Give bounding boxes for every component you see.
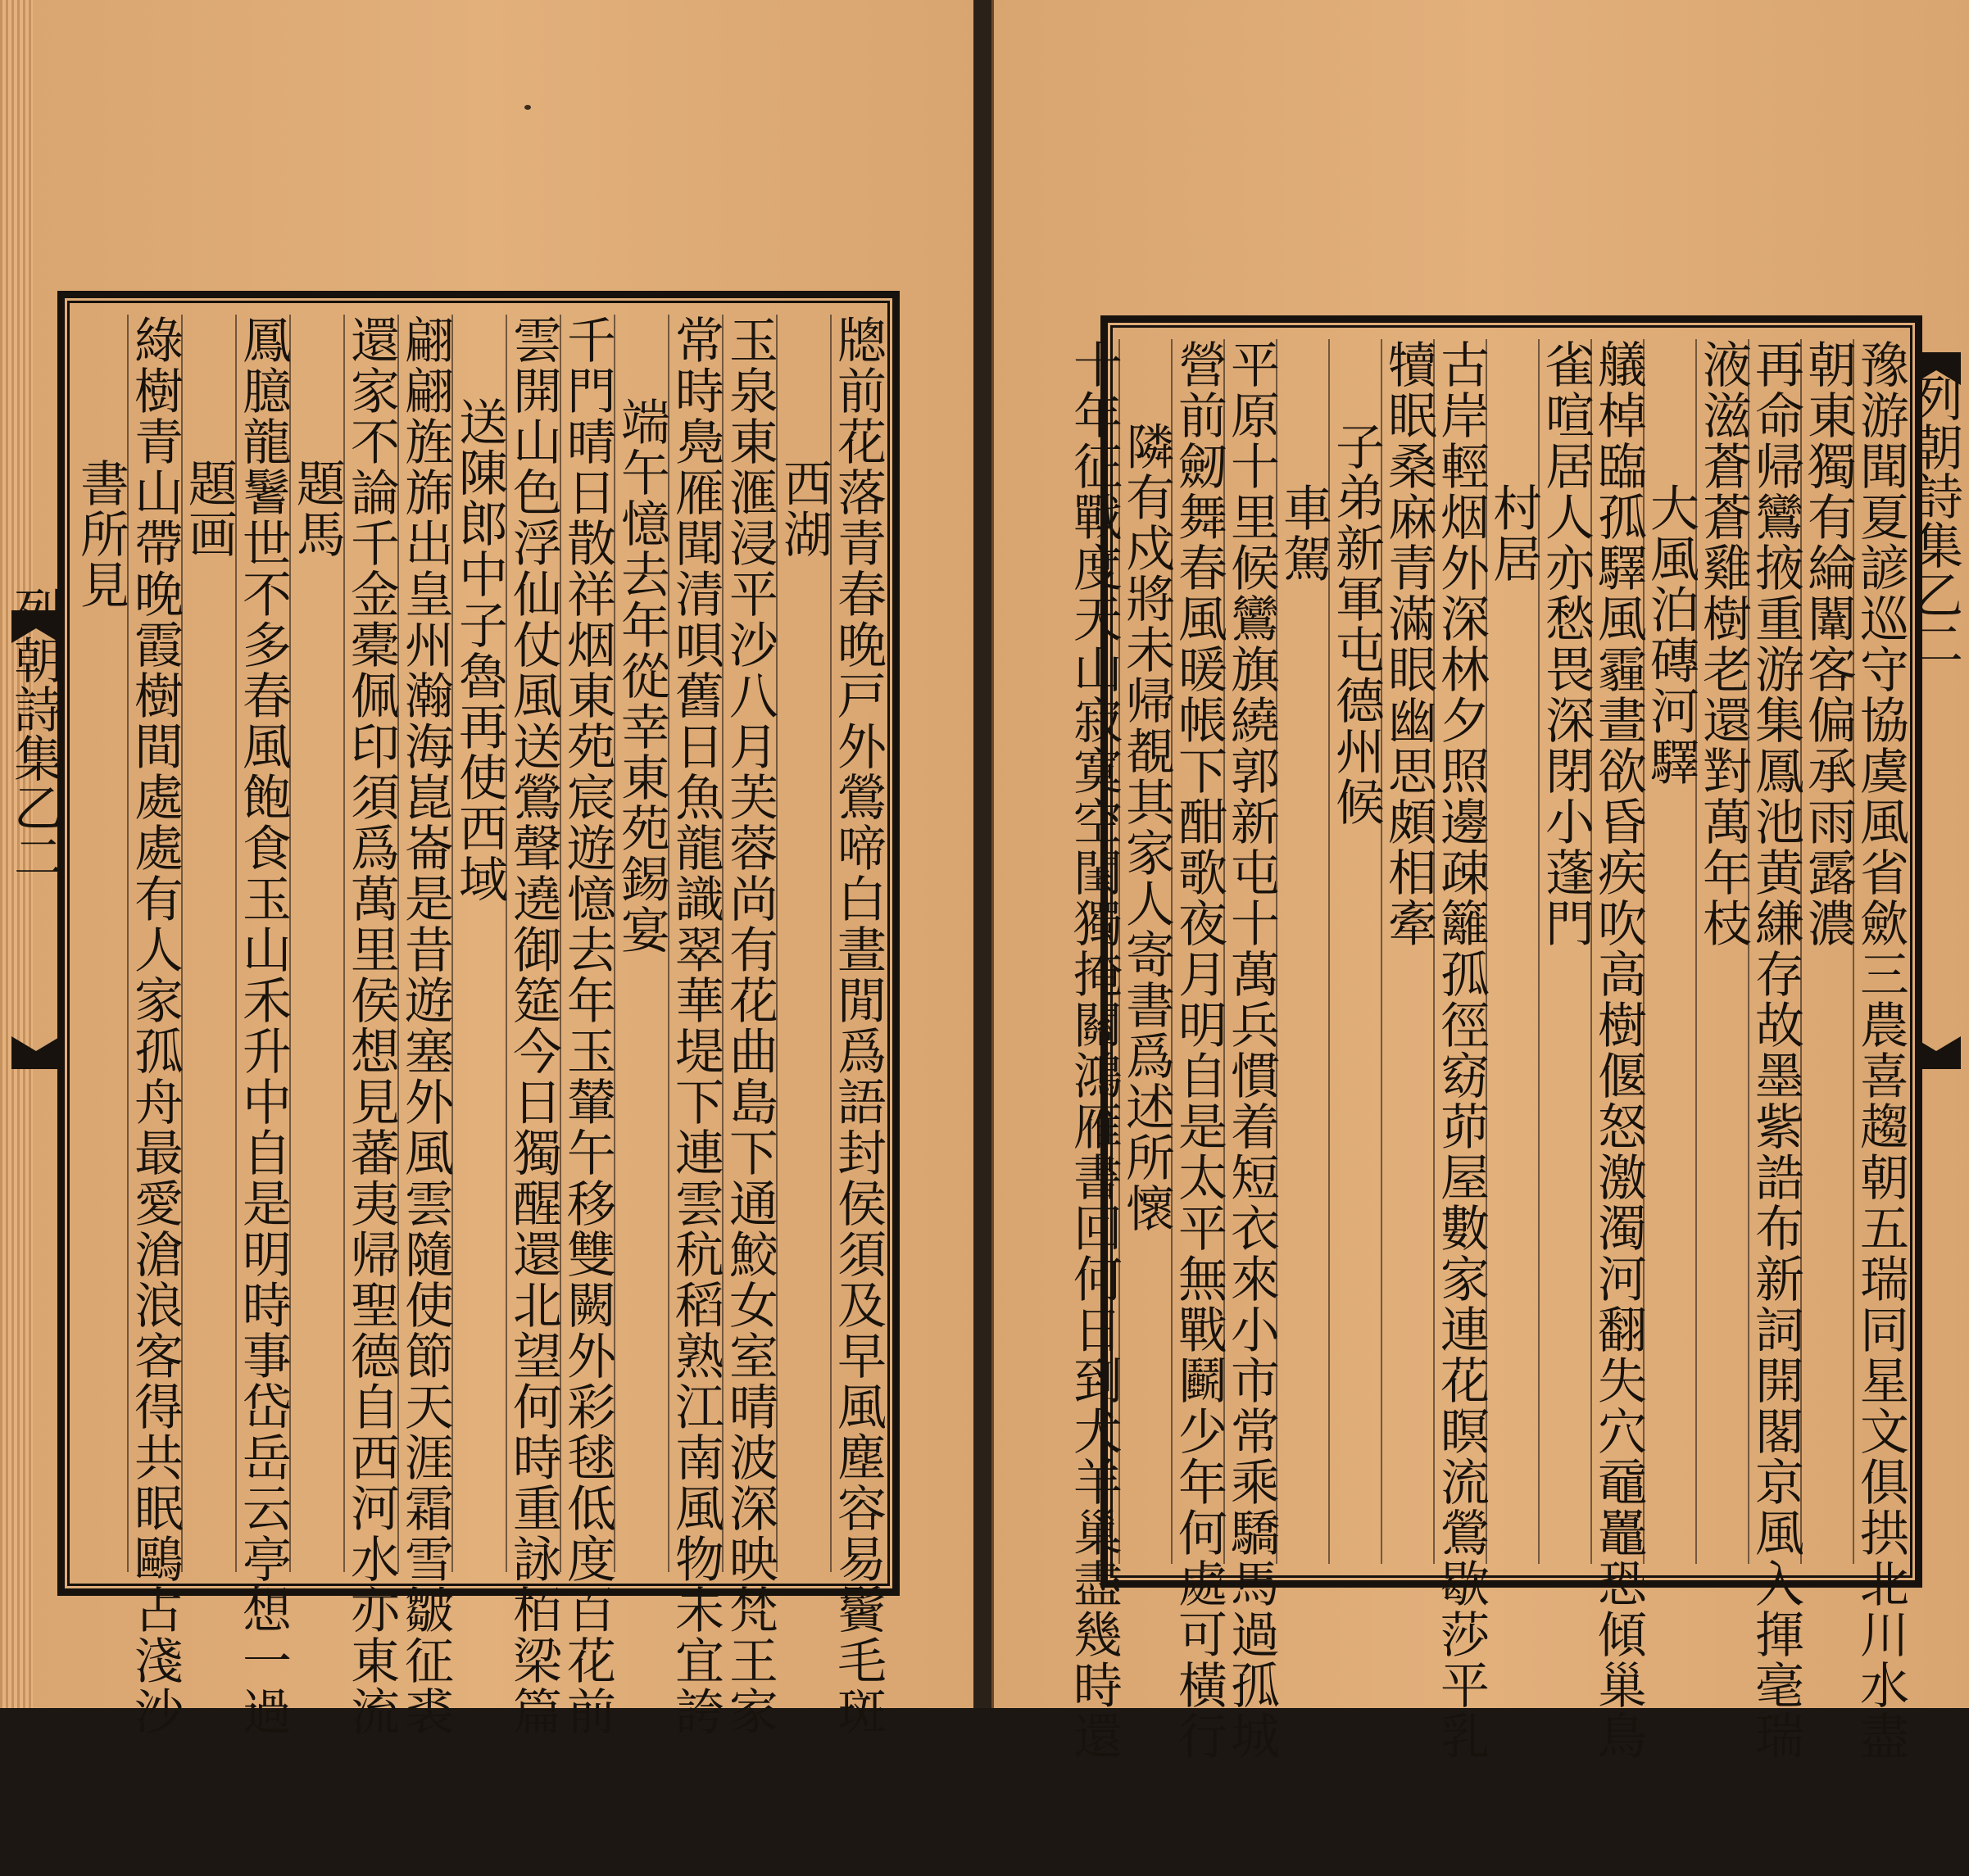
book-gutter: [973, 0, 991, 1708]
text-column: 還家不論千金橐佩印須爲萬里侯想見蕃夷帰聖德自西河水亦東流: [343, 315, 400, 1737]
poem-title-column: 題馬: [289, 315, 342, 1572]
text-column: 千門晴日散祥烟東苑宸遊憶去年玉輦午移雙闕外彩毬低度百花前: [559, 315, 616, 1737]
poem-title-column: 西湖: [776, 315, 828, 1572]
poem-title-column: 車駕: [1276, 339, 1328, 1564]
right-page: [991, 0, 1969, 1761]
text-column: 營前劒舞春風暖帳下酣歌夜月明自是太平無戰鬬少年何處可橫行: [1170, 339, 1227, 1761]
ink-speck: [524, 105, 531, 110]
text-column: 牕前花落青春晚戸外鶯啼白晝閒爲語封侯須及早風塵容易鬢毛斑: [829, 315, 887, 1737]
text-columns: [72, 315, 887, 1737]
text-column: 再命帰鸞掖重游集鳳池黄縑存故墨紫誥布新詞開閣京風入揮毫瑞: [1747, 339, 1804, 1761]
text-column: 綠樹青山帶晚霞樹間處處有人家孤舟最愛滄浪客得共眠鷗占淺沙: [126, 315, 184, 1737]
text-column: 朝東獨有綸闈客偏承雨露濃: [1800, 339, 1853, 1564]
book-title-label: 列朝詩集乙二: [6, 586, 63, 881]
text-column: 平原十里候鸞旗繞郭新屯十萬兵慣着短衣來小市常乘驕馬過孤城: [1223, 339, 1280, 1761]
text-columns: [1065, 339, 1909, 1761]
left-page: [0, 0, 976, 1737]
text-column: 翩翩旌旆出皇州瀚海崑崙是昔遊塞外風雲隨使節天涯霜雪皺征裘: [397, 315, 454, 1737]
text-column: 十年征戰度天山寂寞空閨獨掩關鴻雁書回何日到犬羊巢盡幾時還: [1065, 339, 1123, 1761]
poem-title-column: 大風泊磚河驛: [1643, 339, 1695, 1564]
book-title-label: 列朝詩集乙二: [1906, 373, 1963, 668]
poem-title-column: 端午憶去年從幸東苑錫宴: [614, 315, 666, 1572]
poem-title-column: 村居: [1486, 339, 1538, 1564]
poem-title-column: 隣有戍將未帰覩其家人寄書爲述所懷: [1118, 339, 1171, 1564]
text-column: 雀喧居人亦愁畏深閉小蓬門: [1538, 339, 1590, 1564]
text-column: 液滋蒼蒼雞樹老還對萬年枝: [1695, 339, 1748, 1564]
text-column: 豫游聞夏諺巡守協虞風省歛三農喜趨朝五瑞同星文俱拱北川水盡: [1852, 339, 1909, 1761]
text-frame: [57, 291, 900, 1737]
text-column: 鳳臆龍鬐世不多春風飽食玉山禾升中自是明時事岱岳云亭想一過: [234, 315, 292, 1737]
text-column: 犢眠桑麻青滿眼幽思頗相牽: [1381, 339, 1433, 1564]
text-frame: [1065, 315, 1922, 1761]
text-column: 古岸輕烟外深林夕照邊疎籬孤徑窈茆屋數家連花瞑流鶯歇莎平乳: [1432, 339, 1490, 1761]
poem-title-column: 送陳郎中子魯再使西域: [451, 315, 504, 1572]
poem-title-column: 子弟新軍屯德州候: [1328, 339, 1381, 1564]
poem-title-column: 書所見: [72, 458, 129, 610]
poem-title-column: 題画: [181, 315, 234, 1572]
text-column: 艤棹臨孤驛風霾晝欲昏疾吹高樹偃怒激濁河翻失穴黿鼉恐傾巢鳥: [1590, 339, 1647, 1761]
text-column: 雲開山色浮仙仗風送鶯聲遶御筵今日獨醒還北望何時重詠栢梁篇: [505, 315, 562, 1737]
text-column: 常時鳧雁聞清唄舊日魚龍識翠華堤下連雲秔稻熟江南風物未宜誇: [667, 315, 724, 1737]
text-column: 玉泉東滙浸平沙八月芙蓉尚有花曲島下通鮫女室晴波深映梵王家: [721, 315, 778, 1737]
